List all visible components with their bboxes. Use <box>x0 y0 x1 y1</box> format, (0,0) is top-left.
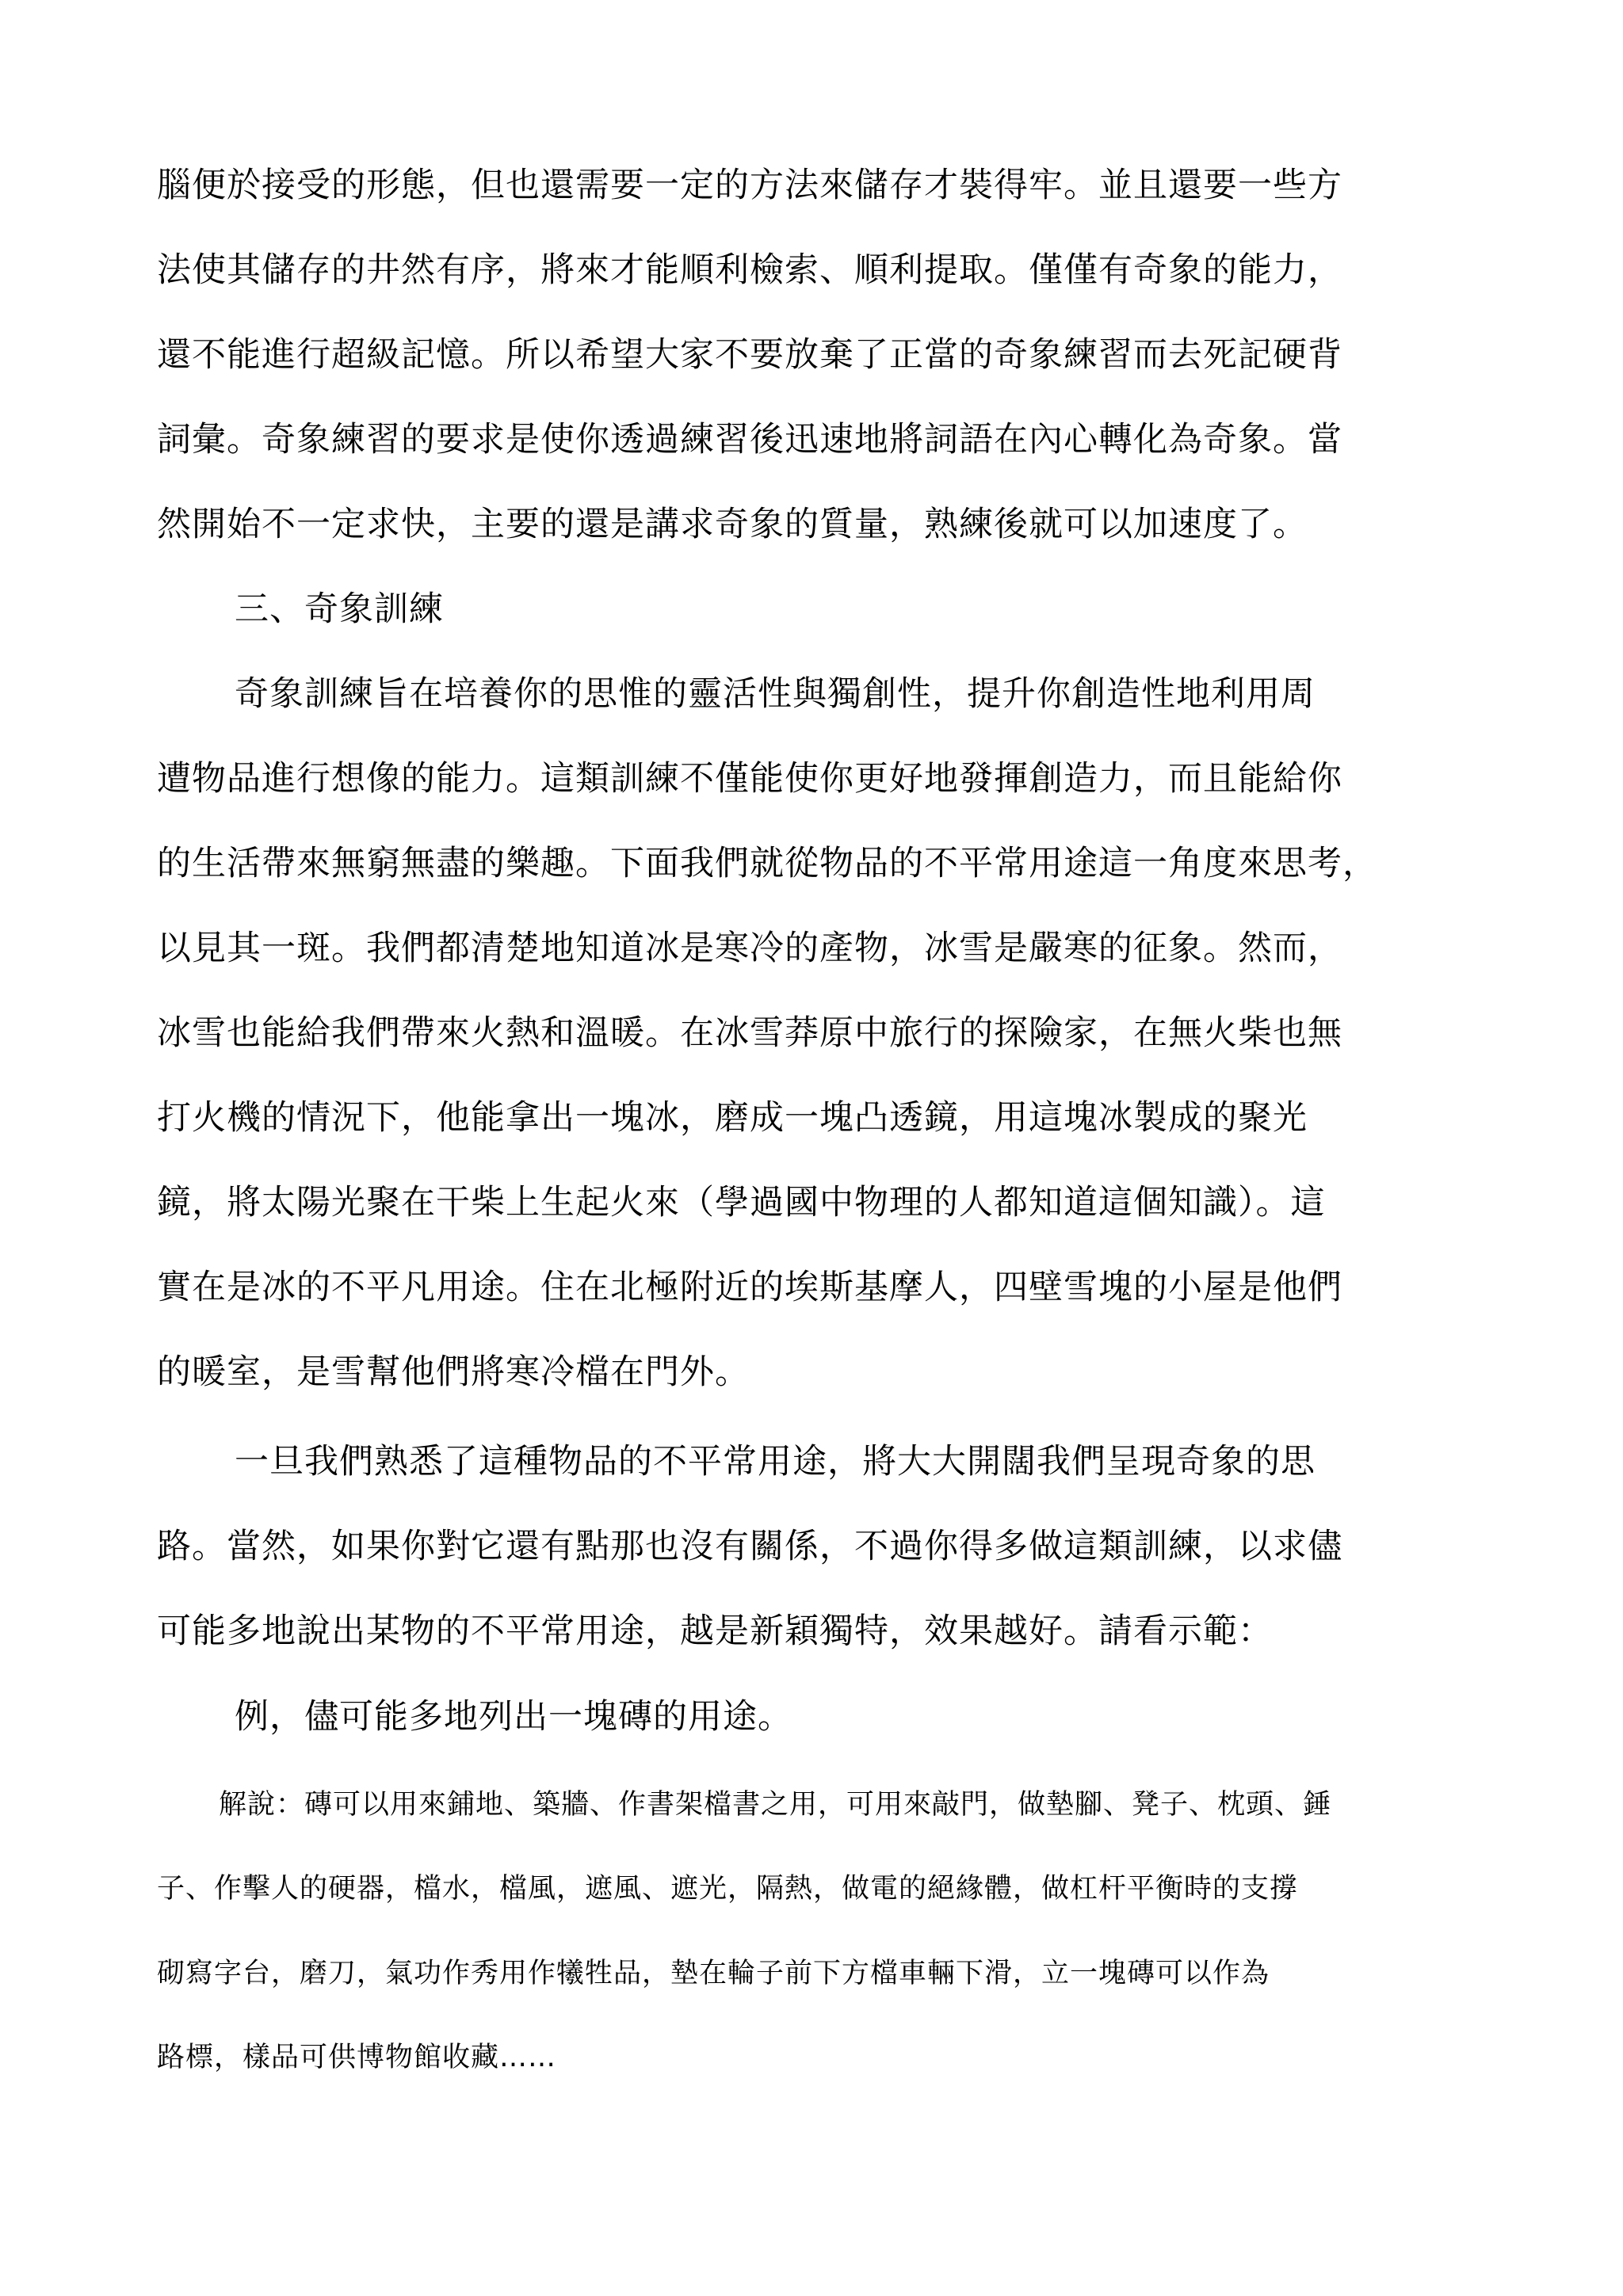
paragraph-2-line-9: 的暖室，是雪幫他們將寒冷檔在門外。 <box>157 1352 750 1392</box>
paragraph-1-line-5: 然開始不一定求快，主要的還是講求奇象的質量，熟練後就可以加速度了。 <box>157 505 1308 544</box>
paragraph-2-line-3: 的生活帶來無窮無盡的樂趣。下面我們就從物品的不平常用途這一角度來思考， <box>157 844 1377 883</box>
paragraph-2-line-8: 實在是冰的不平凡用途。住在北極附近的埃斯基摩人，四壁雪塊的小屋是他們 <box>157 1268 1342 1307</box>
paragraph-2-line-2: 遭物品進行想像的能力。這類訓練不僅能使你更好地發揮創造力，而且能給你 <box>157 759 1342 799</box>
example-line: 例，儘可能多地列出一塊磚的用途。 <box>235 1697 792 1737</box>
paragraph-2-line-7: 鏡，將太陽光聚在干柴上生起火來（學過國中物理的人都知道這個知識）。這 <box>157 1183 1326 1222</box>
paragraph-1-line-2: 法使其儲存的井然有序，將來才能順利檢索、順利提取。僅僅有奇象的能力， <box>157 250 1342 290</box>
paragraph-3-line-2: 路。當然，如果你對它還有點那也沒有關係，不過你得多做這類訓練，以求儘 <box>157 1527 1342 1566</box>
explanation-line-4: 路標，樣品可供博物館收藏…… <box>157 2042 557 2073</box>
paragraph-1-line-4: 詞彙。奇象練習的要求是使你透過練習後迅速地將詞語在內心轉化為奇象。當 <box>157 420 1342 460</box>
explanation-line-2: 子、作擊人的硬器，檔水，檔風，遮風、遮光，隔熱，做電的絕緣體，做杠杆平衡時的支撐 <box>157 1873 1299 1905</box>
paragraph-2-line-4: 以見其一斑。我們都清楚地知道冰是寒冷的產物，冰雪是嚴寒的征象。然而， <box>157 929 1342 968</box>
paragraph-3-line-3: 可能多地說出某物的不平常用途，越是新穎獨特，效果越好。請看示範： <box>157 1611 1273 1651</box>
paragraph-1-line-1: 腦便於接受的形態，但也還需要一定的方法來儲存才裝得牢。並且還要一些方 <box>157 166 1342 205</box>
paragraph-1-line-3: 還不能進行超級記憶。所以希望大家不要放棄了正當的奇象練習而去死記硬背 <box>157 335 1342 375</box>
paragraph-2-line-1: 奇象訓練旨在培養你的思惟的靈活性與獨創性，提升你創造性地利用周 <box>235 674 1316 714</box>
paragraph-2-line-6: 打火機的情況下，他能拿出一塊冰，磨成一塊凸透鏡，用這塊冰製成的聚光 <box>157 1098 1308 1138</box>
explanation-line-3: 砌寫字台，磨刀，氣功作秀用作犧牲品，墊在輪子前下方檔車輛下滑，立一塊磚可以作為 <box>157 1958 1270 1989</box>
explanation-line-1: 解說：磚可以用來鋪地、築牆、作書架檔書之用，可用來敲門，做墊腳、凳子、枕頭、錘 <box>219 1789 1332 1821</box>
section-heading: 三、奇象訓練 <box>235 589 444 629</box>
paragraph-3-line-1: 一旦我們熟悉了這種物品的不平常用途，將大大開闊我們呈現奇象的思 <box>235 1442 1316 1482</box>
paragraph-2-line-5: 冰雪也能給我們帶來火熱和溫暖。在冰雪莽原中旅行的探險家，在無火柴也無 <box>157 1013 1342 1053</box>
